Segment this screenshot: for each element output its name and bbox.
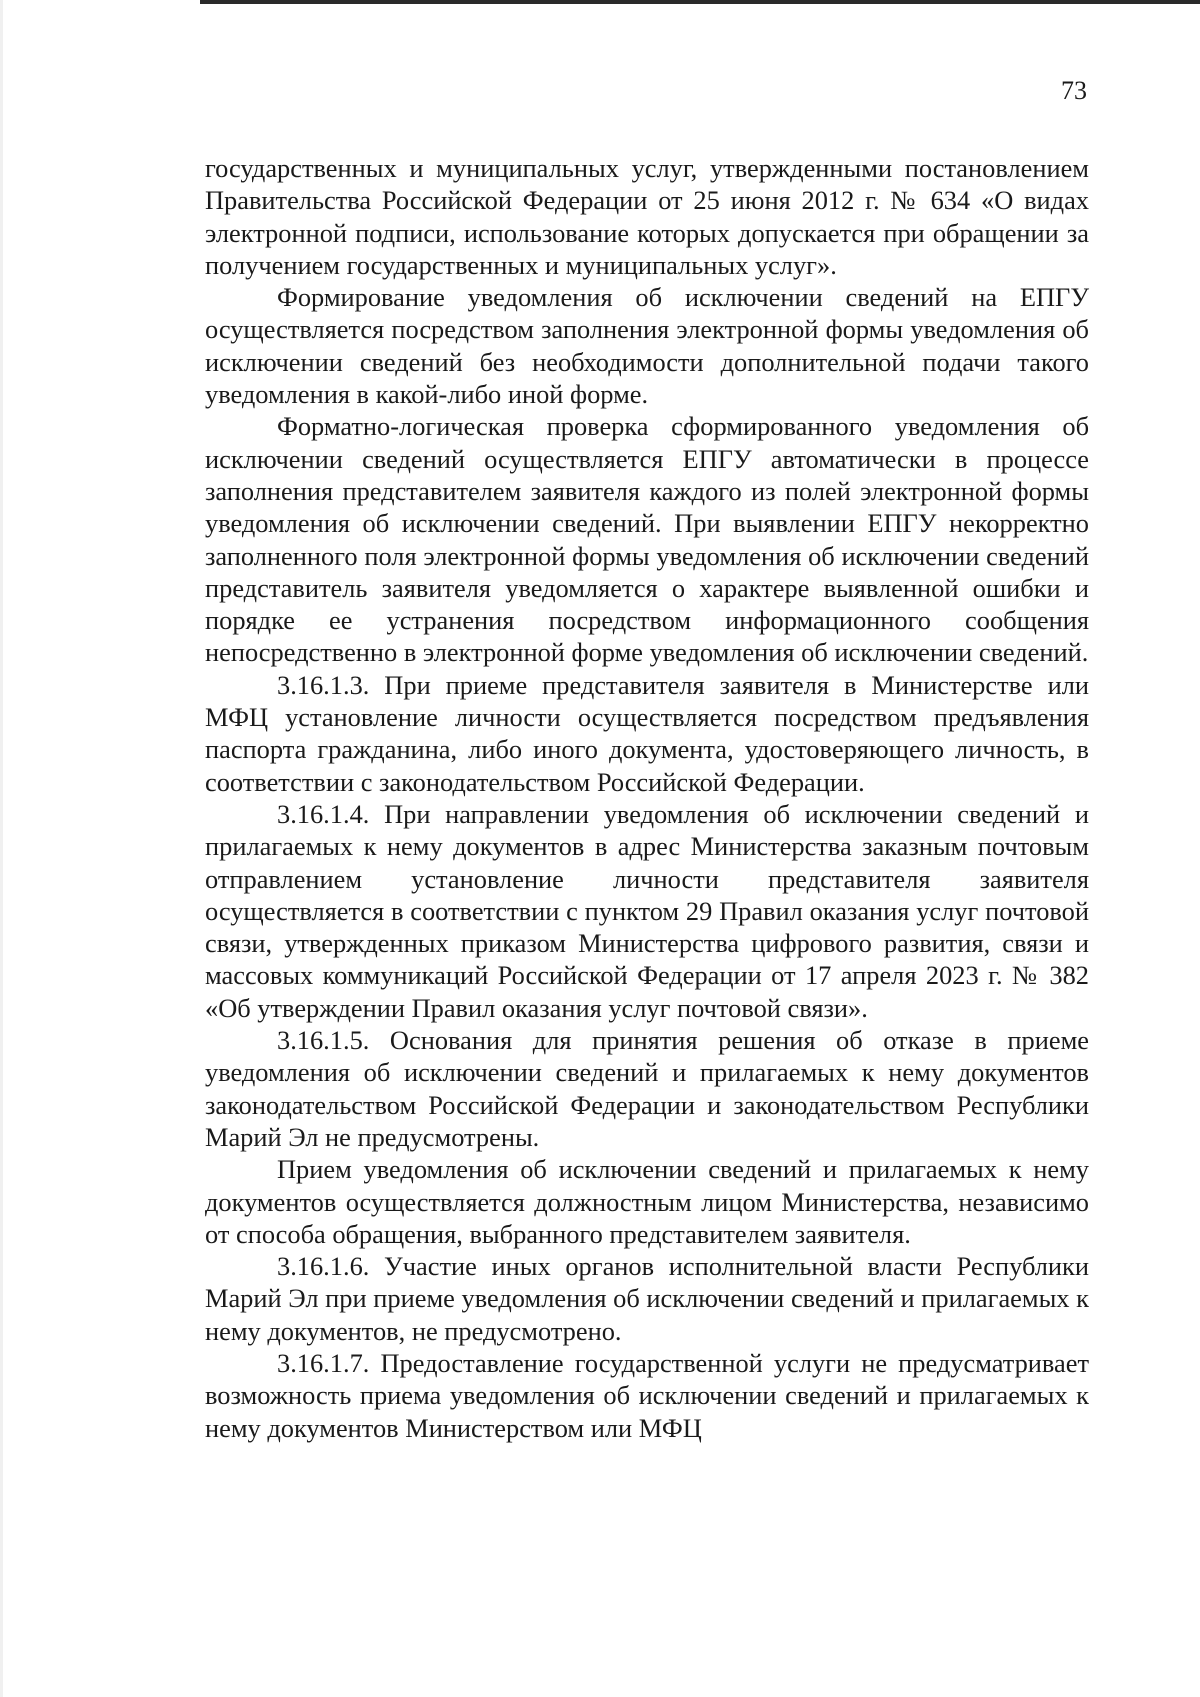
- paragraph-6: 3.16.1.5. Основания для принятия решения об отказе в приеме уведомления об исключении сведений и прилагаемых к нему документов законодательством Российской Федерации и законодательством Республики Марий Эл не предусмотрены.: [205, 1025, 1089, 1152]
- page-number: 73: [1061, 76, 1087, 105]
- paragraph-5: 3.16.1.4. При направлении уведомления об исключении сведений и прилагаемых к нему документов в адрес Министерства заказным почтовым отправлением установление личности представителя заявителя осуществляется в соответствии с пунктом 29 Правил оказания услуг почтовой связи, утвержденных приказом Министерства цифрового развития, связи и массовых коммуникаций Российской Федерации от 17 апреля 2023 г. № 382 «Об утверждении Правил оказания услуг почтовой связи».: [205, 798, 1089, 1023]
- paragraph-9: 3.16.1.7. Предоставление государственной услуги не предусматривает возможность приема уведомления об исключении сведений и прилагаемых к нему документов Министерством или МФЦ: [205, 1347, 1089, 1443]
- paragraph-1: государственных и муниципальных услуг, утвержденными постановлением Правительства Российской Федерации от 25 июня 2012 г. № 634 «О видах электронной подписи, использование которых допускается при обращении за получением государственных и муниципальных услуг».: [205, 153, 1089, 280]
- paragraph-2: Формирование уведомления об исключении сведений на ЕПГУ осуществляется посредством заполнения электронной формы уведомления об исключении сведений без необходимости дополнительной подачи такого уведомления в какой-либо иной форме.: [205, 282, 1089, 410]
- paragraph-3: Форматно-логическая проверка сформированного уведомления об исключении сведений осуществляется ЕПГУ автоматически в процессе заполнения представителем заявителя каждого из полей электронной формы уведомления об исключении сведений. При выявлении ЕПГУ некорректно заполненного поля электронной формы уведомления об исключении сведений представитель заявителя уведомляется о характере выявленной ошибки и порядке ее устранения посредством информационного сообщения непосредственно в электронной форме уведомления об исключении сведений.: [205, 411, 1089, 668]
- document-body: [205, 152, 1089, 1444]
- paragraph-4: 3.16.1.3. При приеме представителя заявителя в Министерстве или МФЦ установление личности осуществляется посредством предъявления паспорта гражданина, либо иного документа, удостоверяющего личность, в соответствии с законодательством Российской Федерации.: [205, 669, 1089, 797]
- paragraph-7: Прием уведомления об исключении сведений и прилагаемых к нему документов осуществляется должностным лицом Министерства, независимо от способа обращения, выбранного представителем заявителя.: [205, 1154, 1089, 1249]
- scan-top-border: [200, 0, 1200, 4]
- scan-left-edge: [0, 0, 3, 1697]
- paragraph-8: 3.16.1.6. Участие иных органов исполнительной власти Республики Марий Эл при приеме уведомления об исключении сведений и прилагаемых к нему документов, не предусмотрено.: [205, 1251, 1089, 1346]
